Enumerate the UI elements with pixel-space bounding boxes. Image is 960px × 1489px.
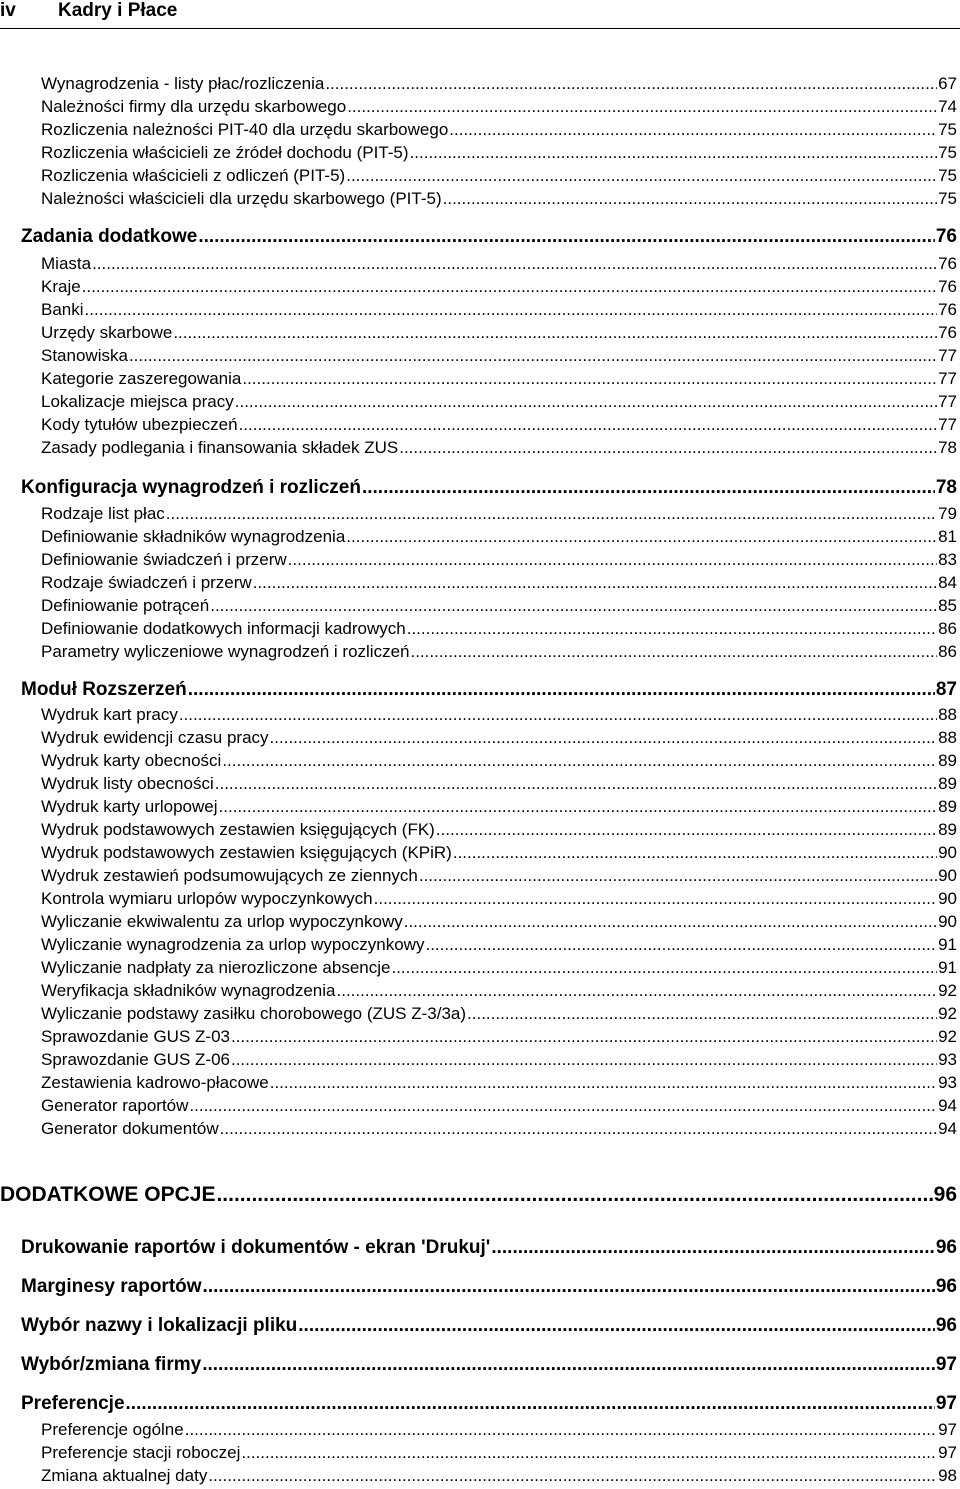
- toc-entry-page: 92: [938, 1027, 957, 1046]
- toc-entry[interactable]: [41, 252, 957, 275]
- dot-leader: [242, 367, 937, 390]
- dot-leader: [399, 436, 937, 459]
- toc-entry-title: Sprawozdanie GUS Z-06: [41, 1050, 230, 1069]
- dot-leader: [231, 1048, 937, 1071]
- toc-section-heading[interactable]: [21, 1352, 957, 1377]
- dot-leader: [288, 548, 937, 571]
- toc-entry[interactable]: [41, 1002, 957, 1025]
- toc-section-heading[interactable]: [21, 1391, 957, 1416]
- dot-leader: [210, 594, 937, 617]
- dot-leader: [82, 275, 937, 298]
- dot-leader: [231, 1025, 937, 1048]
- dot-leader: [253, 571, 937, 594]
- toc-entry[interactable]: [41, 956, 957, 979]
- toc-entry[interactable]: [41, 344, 957, 367]
- toc-entry-page: 77: [938, 415, 957, 434]
- toc-entry[interactable]: [41, 979, 957, 1002]
- toc-entry[interactable]: [41, 617, 957, 640]
- toc-entry[interactable]: [41, 390, 957, 413]
- toc-entry-page: 87: [935, 679, 957, 700]
- toc-entry[interactable]: [41, 726, 957, 749]
- dot-leader: [404, 910, 937, 933]
- toc-entry-page: 97: [935, 1393, 957, 1414]
- dot-leader: [198, 224, 935, 249]
- dot-leader: [85, 298, 938, 321]
- toc-entry-page: 96: [935, 1276, 957, 1297]
- toc-entry-page: 84: [938, 573, 957, 592]
- toc-entry[interactable]: [41, 772, 957, 795]
- toc-entry-page: 93: [938, 1050, 957, 1069]
- toc-entry-title: Rodzaje świadczeń i przerw: [41, 573, 252, 592]
- dot-leader: [173, 321, 937, 344]
- toc-entry-page: 75: [938, 189, 957, 208]
- dot-leader: [410, 640, 937, 663]
- toc-entry-title: Wyliczanie wynagrodzenia za urlop wypoczynkowy: [41, 935, 425, 954]
- toc-entry-page: 76: [938, 254, 957, 273]
- toc-entry[interactable]: [41, 1048, 957, 1071]
- toc-entry[interactable]: [41, 367, 957, 390]
- toc-entry-title: Należności właścicieli dla urzędu skarbowego (PIT-5): [41, 189, 442, 208]
- dot-leader: [189, 1094, 937, 1117]
- toc-entry[interactable]: [41, 1418, 957, 1441]
- toc-entry-title: Wyliczanie nadpłaty za nierozliczone absencje: [41, 958, 391, 977]
- dot-leader: [202, 1352, 935, 1377]
- dot-leader: [188, 677, 935, 702]
- toc-entry-page: 76: [938, 323, 957, 342]
- toc-entry[interactable]: [41, 594, 957, 617]
- toc-entry[interactable]: [41, 1117, 957, 1140]
- toc-entry-page: 77: [938, 369, 957, 388]
- toc-entry-page: 90: [938, 843, 957, 862]
- toc-entry[interactable]: [41, 864, 957, 887]
- toc-entry[interactable]: [41, 187, 957, 210]
- dot-leader: [347, 95, 937, 118]
- toc-entry-page: 77: [938, 392, 957, 411]
- toc-entry-title: Sprawozdanie GUS Z-03: [41, 1027, 230, 1046]
- toc-entry-page: 79: [938, 504, 957, 523]
- toc-entry-title: Wydruk podstawowych zestawien księgujących (KPiR): [41, 843, 452, 862]
- toc-entry[interactable]: [41, 1071, 957, 1094]
- toc-entry[interactable]: [41, 548, 957, 571]
- toc-entry-title: Konfiguracja wynagrodzeń i rozliczeń: [21, 477, 361, 498]
- toc-entry-title: Kraje: [41, 277, 81, 296]
- dot-leader: [374, 887, 937, 910]
- toc-entry-title: Definiowanie składników wynagrodzenia: [41, 527, 346, 546]
- toc-entry-page: 76: [935, 226, 957, 247]
- toc-entry-title: Definiowanie świadczeń i przerw: [41, 550, 287, 569]
- toc-entry-title: Wybór/zmiana firmy: [21, 1354, 202, 1375]
- toc-entry-page: 91: [938, 958, 957, 977]
- toc-entry[interactable]: [41, 141, 957, 164]
- toc-entry-title: Wyliczanie podstawy zasiłku chorobowego (ZUS Z-3/3a): [41, 1004, 467, 1023]
- dot-leader: [491, 1235, 935, 1260]
- dot-leader: [425, 933, 937, 956]
- dot-leader: [298, 1313, 935, 1338]
- toc-entry-page: 97: [938, 1420, 957, 1439]
- toc-entry-title: Wydruk kart pracy: [41, 705, 178, 724]
- toc-entry-title: Banki: [41, 300, 84, 319]
- toc-entry-title: Wybór nazwy i lokalizacji pliku: [21, 1315, 298, 1336]
- toc-entry-title: Miasta: [41, 254, 92, 273]
- dot-leader: [92, 252, 937, 275]
- toc-entry[interactable]: [41, 887, 957, 910]
- toc-entry-page: 85: [938, 596, 957, 615]
- toc-entry-title: Generator raportów: [41, 1096, 189, 1115]
- toc-entry-page: 78: [938, 438, 957, 457]
- toc-entry-page: 93: [938, 1073, 957, 1092]
- page-title: Kadry i Płace: [58, 0, 178, 21]
- toc-entry-title: Urzędy skarbowe: [41, 323, 173, 342]
- toc-entry[interactable]: [41, 1025, 957, 1048]
- toc-entry-title: Drukowanie raportów i dokumentów - ekran 'Drukuj': [21, 1237, 491, 1258]
- toc-entry-title: Preferencje: [21, 1393, 125, 1414]
- toc-entry-title: Kategorie zaszeregowania: [41, 369, 242, 388]
- dot-leader: [216, 1181, 932, 1209]
- toc-entry[interactable]: [41, 1441, 957, 1464]
- dot-leader: [449, 118, 937, 141]
- toc-entry-page: 75: [938, 166, 957, 185]
- toc-entry-page: 76: [938, 300, 957, 319]
- dot-leader: [235, 390, 937, 413]
- toc-entry[interactable]: [41, 95, 957, 118]
- toc-entry[interactable]: [41, 910, 957, 933]
- toc-section-heading[interactable]: [21, 224, 957, 249]
- dot-leader: [391, 956, 937, 979]
- toc-entry-page: 76: [938, 277, 957, 296]
- toc-entry[interactable]: [41, 640, 957, 663]
- dot-leader: [239, 413, 938, 436]
- toc-entry-title: Rozliczenia właścicieli ze źródeł dochodu (PIT-5): [41, 143, 409, 162]
- toc-entry-page: 90: [938, 866, 957, 885]
- toc-entry-page: 89: [938, 797, 957, 816]
- toc-entry-page: 98: [938, 1466, 957, 1485]
- toc-entry-page: 75: [938, 143, 957, 162]
- toc-entry-page: 90: [938, 912, 957, 931]
- dot-leader: [179, 703, 937, 726]
- toc-entry-page: 83: [938, 550, 957, 569]
- toc-entry[interactable]: [41, 703, 957, 726]
- toc-entry-page: 88: [938, 728, 957, 747]
- toc-entry-page: 86: [938, 619, 957, 638]
- toc-entry[interactable]: [41, 749, 957, 772]
- toc-entry[interactable]: [41, 72, 957, 95]
- toc-section-heading[interactable]: [21, 1274, 957, 1299]
- dot-leader: [467, 1002, 937, 1025]
- toc-entry-page: 86: [938, 642, 957, 661]
- dot-leader: [436, 818, 937, 841]
- toc-entry-title: Definiowanie dodatkowych informacji kadrowych: [41, 619, 406, 638]
- toc-section-heading[interactable]: [21, 475, 957, 500]
- toc-entry[interactable]: [41, 502, 957, 525]
- dot-leader: [346, 164, 937, 187]
- toc-entry[interactable]: [41, 118, 957, 141]
- toc-entry-title: Lokalizacje miejsca pracy: [41, 392, 234, 411]
- toc-chapter-heading[interactable]: [0, 1181, 957, 1209]
- toc-entry-page: 67: [938, 74, 957, 93]
- toc-entry-page: 94: [938, 1096, 957, 1115]
- dot-leader: [270, 726, 938, 749]
- toc-entry-title: Wynagrodzenia - listy płac/rozliczenia: [41, 74, 325, 93]
- toc-entry-page: 89: [938, 820, 957, 839]
- dot-leader: [166, 502, 937, 525]
- dot-leader: [270, 1071, 937, 1094]
- toc-entry-title: Kody tytułów ubezpieczeń: [41, 415, 238, 434]
- toc-entry-title: Rozliczenia właścicieli z odliczeń (PIT-5): [41, 166, 346, 185]
- toc-entry-title: Definiowanie potrąceń: [41, 596, 210, 615]
- toc-entry-title: Generator dokumentów: [41, 1119, 219, 1138]
- toc-entry[interactable]: [41, 436, 957, 459]
- toc-entry[interactable]: [41, 321, 957, 344]
- toc-entry-page: 75: [938, 120, 957, 139]
- toc-entry[interactable]: [41, 275, 957, 298]
- dot-leader: [129, 344, 937, 367]
- toc-entry[interactable]: [41, 525, 957, 548]
- toc-entry[interactable]: [41, 818, 957, 841]
- dot-leader: [220, 1117, 937, 1140]
- dot-leader: [453, 841, 937, 864]
- toc-entry-title: Zasady podlegania i finansowania składek ZUS: [41, 438, 399, 457]
- toc-entry[interactable]: [41, 164, 957, 187]
- dot-leader: [185, 1418, 937, 1441]
- dot-leader: [241, 1441, 937, 1464]
- toc-entry-page: 97: [938, 1443, 957, 1462]
- toc-entry-page: 90: [938, 889, 957, 908]
- toc-entry-title: Marginesy raportów: [21, 1276, 202, 1297]
- toc-entry-title: Wydruk listy obecności: [41, 774, 214, 793]
- toc-entry-title: Kontrola wymiaru urlopów wypoczynkowych: [41, 889, 373, 908]
- toc-entry[interactable]: [41, 1464, 957, 1487]
- dot-leader: [325, 72, 937, 95]
- toc-entry-title: Wyliczanie ekwiwalentu za urlop wypoczynkowy: [41, 912, 403, 931]
- dot-leader: [362, 475, 935, 500]
- toc-entry-page: 96: [933, 1183, 957, 1206]
- dot-leader: [410, 141, 938, 164]
- toc-entry-page: 74: [938, 97, 957, 116]
- toc-entry[interactable]: [41, 933, 957, 956]
- dot-leader: [443, 187, 937, 210]
- toc-entry-title: Preferencje stacji roboczej: [41, 1443, 241, 1462]
- dot-leader: [203, 1274, 935, 1299]
- toc-entry-title: Stanowiska: [41, 346, 128, 365]
- toc-section-heading[interactable]: [21, 677, 957, 702]
- page-number: iv: [0, 0, 16, 21]
- toc-entry[interactable]: [41, 795, 957, 818]
- toc-entry-title: Wydruk ewidencji czasu pracy: [41, 728, 269, 747]
- toc-entry-page: 92: [938, 1004, 957, 1023]
- toc-entry-page: 94: [938, 1119, 957, 1138]
- toc-entry[interactable]: [41, 841, 957, 864]
- toc-entry-page: 97: [935, 1354, 957, 1375]
- toc-entry-page: 91: [938, 935, 957, 954]
- toc-entry-page: 96: [935, 1315, 957, 1336]
- dot-leader: [346, 525, 937, 548]
- toc-entry-page: 89: [938, 774, 957, 793]
- toc-entry-title: Wydruk podstawowych zestawien księgujących (FK): [41, 820, 435, 839]
- dot-leader: [208, 1464, 937, 1487]
- toc-entry-title: Zadania dodatkowe: [21, 226, 198, 247]
- toc-entry-title: Weryfikacja składników wynagrodzenia: [41, 981, 336, 1000]
- toc-entry-title: Wydruk zestawień podsumowujących ze ziennych: [41, 866, 418, 885]
- toc-entry-page: 96: [935, 1237, 957, 1258]
- dot-leader: [219, 795, 938, 818]
- toc-section-heading[interactable]: [21, 1235, 957, 1260]
- dot-leader: [407, 617, 937, 640]
- dot-leader: [337, 979, 938, 1002]
- toc-entry-title: Zmiana aktualnej daty: [41, 1466, 208, 1485]
- toc-entry-page: 88: [938, 705, 957, 724]
- toc-entry[interactable]: [41, 298, 957, 321]
- toc-entry-title: Wydruk karty obecności: [41, 751, 222, 770]
- toc-entry[interactable]: [41, 413, 957, 436]
- toc-entry-page: 78: [935, 477, 957, 498]
- toc-entry-title: Rodzaje list płac: [41, 504, 165, 523]
- toc-section-heading[interactable]: [21, 1313, 957, 1338]
- toc-entry-page: 81: [938, 527, 957, 546]
- toc-entry-page: 77: [938, 346, 957, 365]
- toc-entry-page: 92: [938, 981, 957, 1000]
- toc-entry[interactable]: [41, 1094, 957, 1117]
- toc-entry-title: DODATKOWE OPCJE: [0, 1183, 216, 1206]
- toc-entry-title: Wydruk karty urlopowej: [41, 797, 218, 816]
- toc-entry[interactable]: [41, 571, 957, 594]
- dot-leader: [222, 749, 937, 772]
- toc-entry-title: Należności firmy dla urzędu skarbowego: [41, 97, 347, 116]
- toc-entry-title: Zestawienia kadrowo-płacowe: [41, 1073, 269, 1092]
- toc-entry-title: Preferencje ogólne: [41, 1420, 184, 1439]
- page-header: [0, 0, 960, 29]
- dot-leader: [419, 864, 937, 887]
- dot-leader: [126, 1391, 935, 1416]
- toc-entry-page: 89: [938, 751, 957, 770]
- dot-leader: [215, 772, 937, 795]
- toc-entry-title: Moduł Rozszerzeń: [21, 679, 187, 700]
- toc-entry-title: Parametry wyliczeniowe wynagrodzeń i rozliczeń: [41, 642, 410, 661]
- toc-entry-title: Rozliczenia należności PIT-40 dla urzędu skarbowego: [41, 120, 449, 139]
